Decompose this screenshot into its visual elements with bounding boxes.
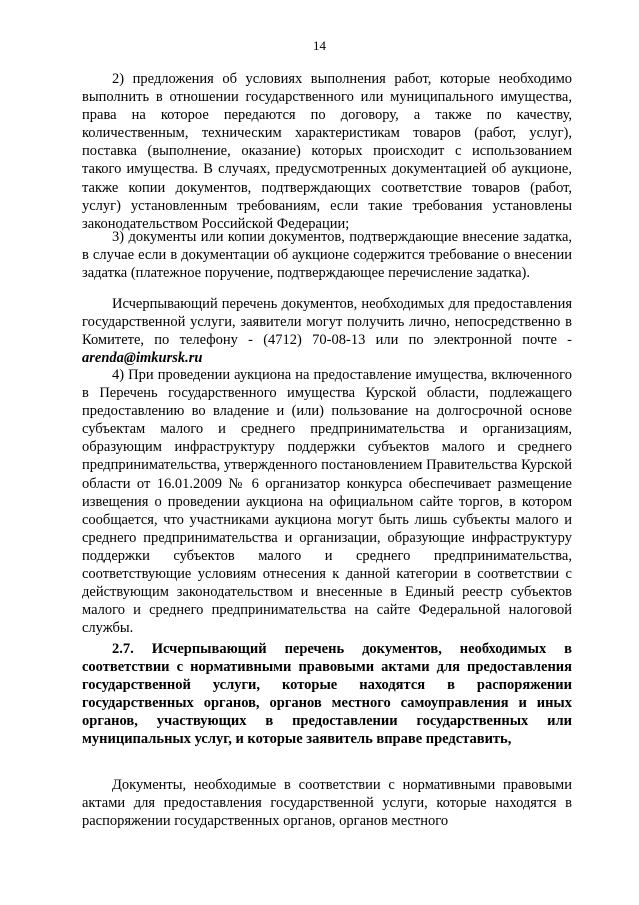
section-heading-2-7 [82, 640, 572, 749]
paragraph-text: 4) При проведении аукциона на предоставление имущества, включенного в Перечень государственного имущества Курской области, подлежащего предоставлению во владение и (или) пользование на долгосрочной основе субъектам малого и среднего предпринимательства и организациям, образующим инфраструктуру поддержки субъектов малого и среднего предпринимательства, утвержденного постановлением Правительства Курской области от 16.01.2009 № 6 организатор конкурса обеспечивает размещение извещения о проведении аукциона на официальном сайте торгов, в котором сообщается, что участниками аукциона могут быть лишь субъекты малого и среднего предпринимательства и организации, образующие инфраструктуру поддержки субъектов малого и среднего предпринимательства, соответствующие условиям отнесения к данной категории в соответствии с действующим законодательством и внесенные в Единый реестр субъектов малого и среднего предпринимательства на сайте Федеральной налоговой службы. [82, 367, 572, 637]
paragraph-contact-text: Исчерпывающий перечень документов, необходимых для предоставления государственной услуги, заявители могут получить лично, непосредственно в Комитете, по телефону - (4712) 70-08-13 или по электронной почте - [82, 296, 572, 349]
paragraph-proposals [82, 70, 572, 233]
paragraph-text: 2) предложения об условиях выполнения работ, которые необходимо выполнить в отношении государственного или муниципального имущества, права на которое передаются по договору, а также по качеству, количественным, техническим характеристикам товаров (работ, услуг), поставка (выполнение, оказание) которых происходит с использованием такого имущества. В случаях, предусмотренных документацией об аукционе, также копии документов, подтверждающих соответствие товаров (работ, услуг) установленным требованиям, если такие требования установлены законодательством Российской Федерации; [82, 71, 572, 232]
paragraph-documents-required [82, 776, 572, 830]
section-heading-text: 2.7. Исчерпывающий перечень документов, необходимых в соответствии с нормативными правовыми актами для предоставления государственной услуги, которые находятся в распоряжении государственных органов, органов местного самоуправления и иных органов, участвующих в предоставлении государственных или муниципальных услуг, и которые заявитель вправе представить, [82, 641, 572, 748]
paragraph-text [82, 295, 572, 367]
paragraph-deposit-documents [82, 228, 572, 282]
paragraph-text: Документы, необходимые в соответствии с нормативными правовыми актами для предоставления государственной услуги, которые находятся в распоряжении государственных органов, органов местного [82, 777, 572, 830]
page-number: 14 [313, 38, 326, 53]
paragraph-contact-info [82, 295, 572, 367]
paragraph-auction-sme [82, 366, 572, 637]
paragraph-text: 3) документы или копии документов, подтверждающие внесение задатка, в случае если в документации об аукционе содержится требование о внесении задатка (платежное поручение, подтверждающее перечисление задатка). [82, 229, 572, 282]
email-link[interactable]: arenda@imkursk.ru [82, 350, 203, 367]
